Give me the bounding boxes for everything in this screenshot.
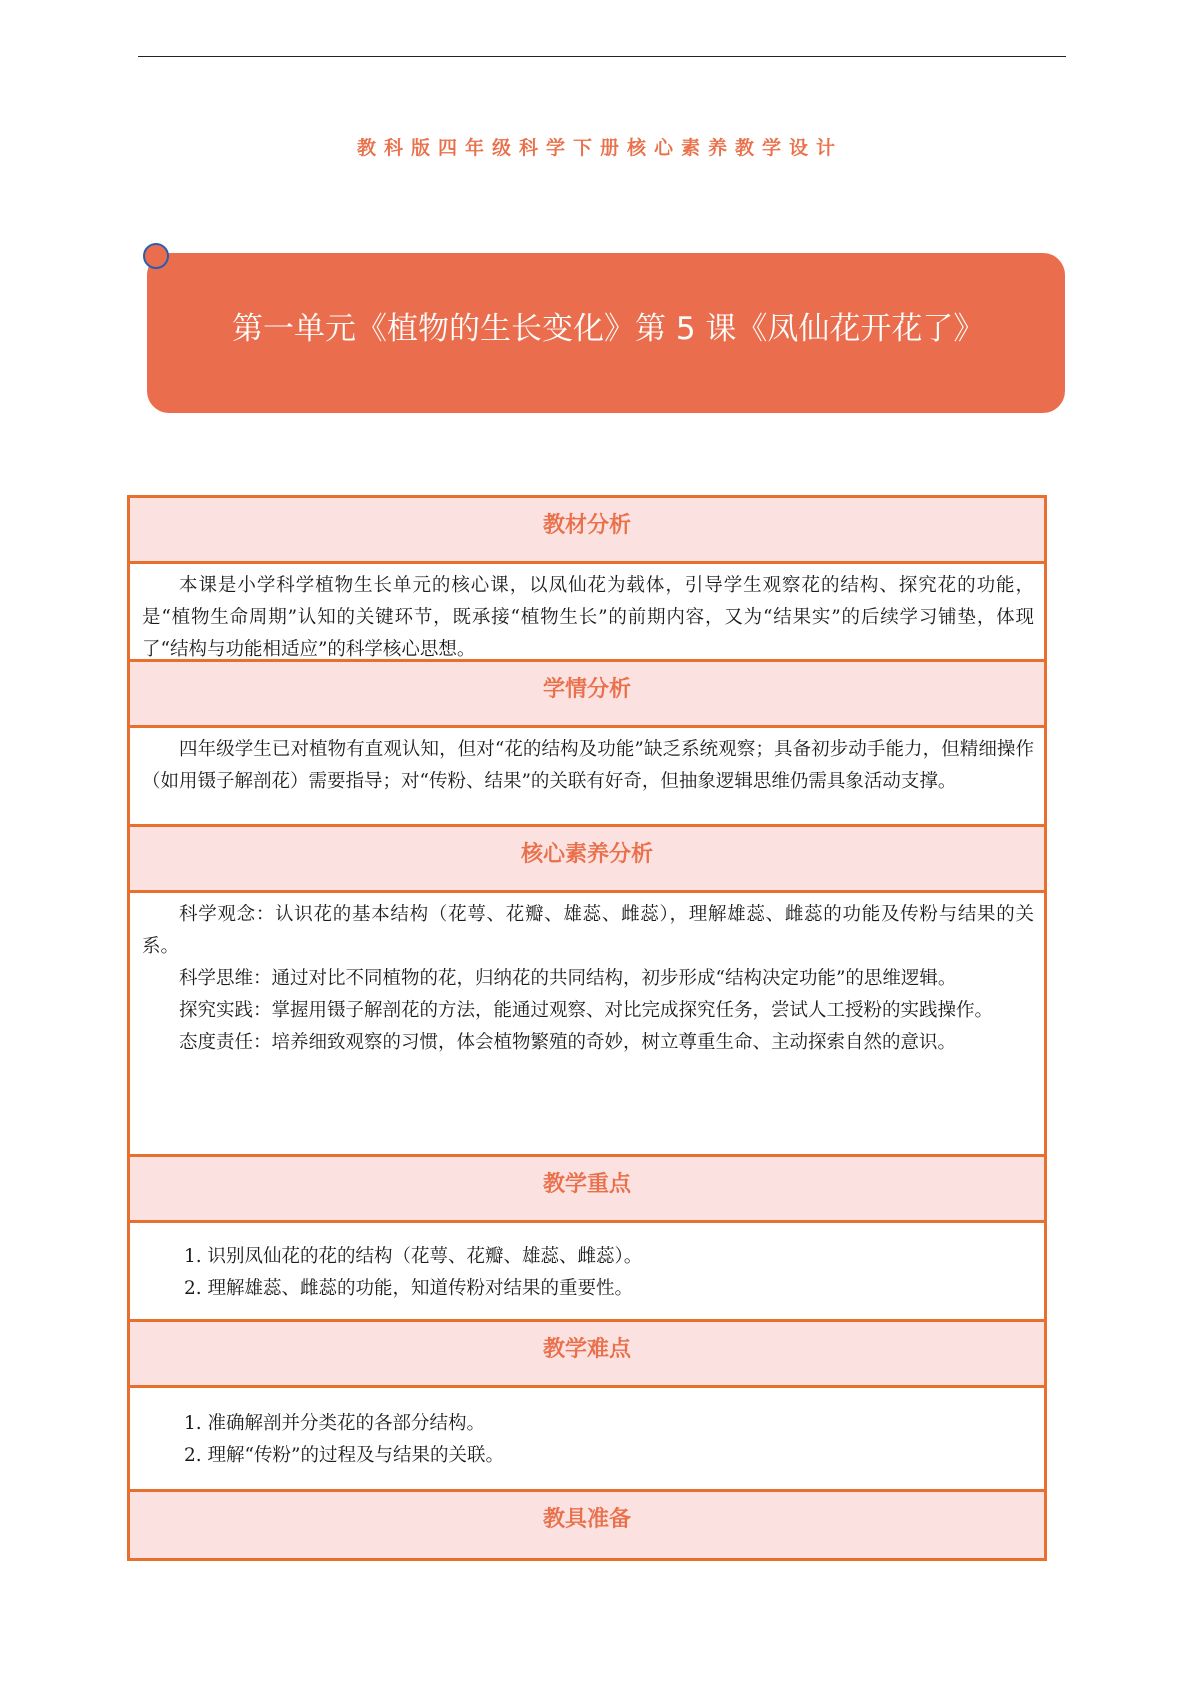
difficulties-list <box>142 1408 1034 1472</box>
lesson-banner <box>147 253 1065 413</box>
section-heading-difficulties: 教学难点 <box>130 1322 1044 1388</box>
list-item: 2. 理解雄蕊、雌蕊的功能，知道传粉对结果的重要性。 <box>184 1278 634 1299</box>
section-heading-core-literacy: 核心素养分析 <box>130 827 1044 893</box>
section-heading-student-analysis: 学情分析 <box>130 662 1044 728</box>
paragraph-inquiry-practice: 探究实践：掌握用镊子解剖花的方法，能通过观察、对比完成探究任务，尝试人工授粉的实践操作。 <box>179 1000 994 1021</box>
key-points-list <box>142 1241 1034 1305</box>
section-body-core-literacy <box>130 893 1044 1157</box>
paragraph-attitude-responsibility: 态度责任：培养细致观察的习惯，体会植物繁殖的奇妙，树立尊重生命、主动探索自然的意识。 <box>179 1032 957 1053</box>
paragraph: 四年级学生已对植物有直观认知，但对“花的结构及功能”缺乏系统观察；具备初步动手能力，但精细操作（如用镊子解剖花）需要指导；对“传粉、结果”的关联有好奇，但抽象逻辑思维仍需具象活动支撑。 <box>142 739 1034 792</box>
lesson-title: 第一单元《植物的生长变化》第 5 课《凤仙花开花了》 <box>232 311 985 347</box>
list-item: 1. 准确解剖并分类花的各部分结构。 <box>184 1413 486 1434</box>
section-body-difficulties <box>130 1388 1044 1492</box>
paragraph-science-concepts: 科学观念：认识花的基本结构（花萼、花瓣、雄蕊、雌蕊），理解雄蕊、雌蕊的功能及传粉与结果的关系。 <box>142 904 1034 957</box>
banner-dot-decoration <box>143 243 169 269</box>
top-rule <box>138 56 1066 57</box>
section-body-key-points <box>130 1223 1044 1322</box>
section-body-textbook-analysis <box>130 564 1044 662</box>
list-item: 2. 理解“传粉”的过程及与结果的关联。 <box>184 1445 504 1466</box>
paragraph: 本课是小学科学植物生长单元的核心课，以凤仙花为载体，引导学生观察花的结构、探究花的功能，是“植物生命周期”认知的关键环节，既承接“植物生长”的前期内容，又为“结果实”的后续学习铺垫，体现了“结构与功能相适应”的科学核心思想。 <box>142 575 1034 660</box>
lesson-plan-table <box>127 495 1047 1561</box>
section-heading-key-points: 教学重点 <box>130 1157 1044 1223</box>
paragraph-science-thinking: 科学思维：通过对比不同植物的花，归纳花的共同结构，初步形成“结构决定功能”的思维逻辑。 <box>179 968 957 989</box>
document-header-title: 教科版四年级科学下册核心素养教学设计 <box>356 137 843 159</box>
section-body-student-analysis <box>130 728 1044 827</box>
section-heading-textbook-analysis: 教材分析 <box>130 498 1044 564</box>
list-item: 1. 识别凤仙花的花的结构（花萼、花瓣、雄蕊、雌蕊）。 <box>184 1246 643 1267</box>
section-heading-teaching-aids: 教具准备 <box>130 1492 1044 1558</box>
